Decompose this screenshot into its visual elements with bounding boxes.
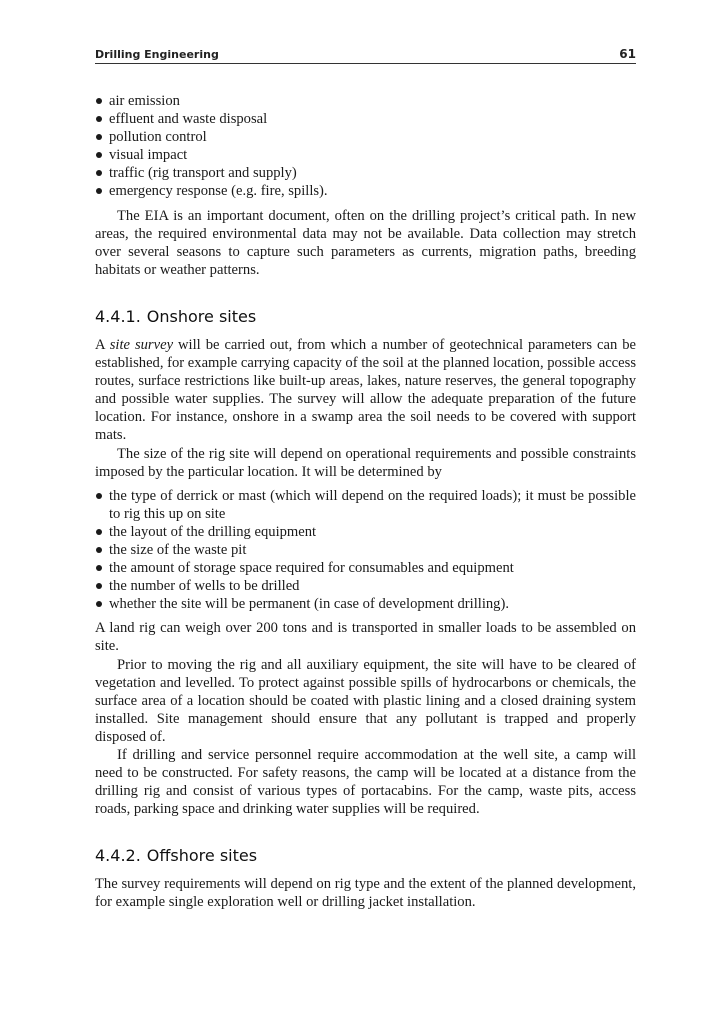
bullet-list-site-factors (95, 487, 636, 614)
list-item: the number of wells to be drilled (95, 577, 636, 595)
bullet-list-eia-topics (95, 92, 636, 201)
list-item: the amount of storage space required for consumables and equipment (95, 559, 636, 577)
paragraph-rig-site-size: The size of the rig site will depend on operational requirements and possible constraints imposed by the particular location. It will be determined by (95, 445, 636, 480)
list-item: the type of derrick or mast (which will depend on the required loads); it must be possible to rig this up on site (95, 487, 636, 523)
list-item: effluent and waste disposal (95, 110, 636, 128)
running-header (95, 45, 636, 64)
list-item: traffic (rig transport and supply) (95, 164, 636, 182)
paragraph-site-survey: A site survey will be carried out, from which a number of geotechnical parameters can be established, for example carrying capacity of the soil at the planned location, possible access routes, surface restrictions like built-up areas, lakes, nature reserves, the general topography and possible water supplies. The survey will allow the adequate preparation of the future location. For instance, onshore in a swamp area the soil needs to be covered with support mats. (95, 336, 636, 444)
paragraph-camp: If drilling and service personnel require accommodation at the well site, a camp will need to be constructed. For safety reasons, the camp will be located at a distance from the drilling rig and consist of various types of portacabins. For the camp, waste pits, access roads, parking space and drinking water supplies will be required. (95, 747, 636, 818)
page-number: 61 (619, 47, 636, 61)
paragraph-offshore-survey: The survey requirements will depend on rig type and the extent of the planned development, for example single exploration well or drilling jacket installation. (95, 876, 636, 911)
list-item: visual impact (95, 146, 636, 164)
section-heading-offshore (95, 846, 636, 866)
section-title: Onshore sites (146, 306, 257, 326)
list-item: emergency response (e.g. fire, spills). (95, 182, 636, 200)
paragraph-eia: The EIA is an important document, often on the drilling project’s critical path. In new areas, the required environmental data may not be available. Data collection may stretch over several seasons to capture such parameters as currents, migration paths, breeding habitats or weather patterns. (95, 207, 636, 278)
paragraph-site-preparation: Prior to moving the rig and all auxiliary equipment, the site will have to be cleared of vegetation and levelled. To protect against possible spills of hydrocarbons or chemicals, the surface area of a location should be coated with plastic lining and a closed draining system installed. Site management should ensure that any pollutant is trapped and properly disposed of. (95, 656, 636, 745)
section-heading-onshore (95, 307, 636, 327)
list-item: air emission (95, 92, 636, 110)
running-title: Drilling Engineering (95, 48, 219, 61)
section-number: 4.4.1. (95, 306, 141, 326)
body-content (95, 92, 636, 912)
paragraph-land-rig: A land rig can weigh over 200 tons and is transported in smaller loads to be assembled on site. (95, 620, 636, 655)
list-item: whether the site will be permanent (in case of development drilling). (95, 595, 636, 613)
list-item: pollution control (95, 128, 636, 146)
emphasis-site-survey: site survey (109, 336, 174, 353)
list-item: the size of the waste pit (95, 541, 636, 559)
section-number: 4.4.2. (95, 846, 141, 866)
section-title: Offshore sites (146, 846, 258, 866)
list-item: the layout of the drilling equipment (95, 523, 636, 541)
